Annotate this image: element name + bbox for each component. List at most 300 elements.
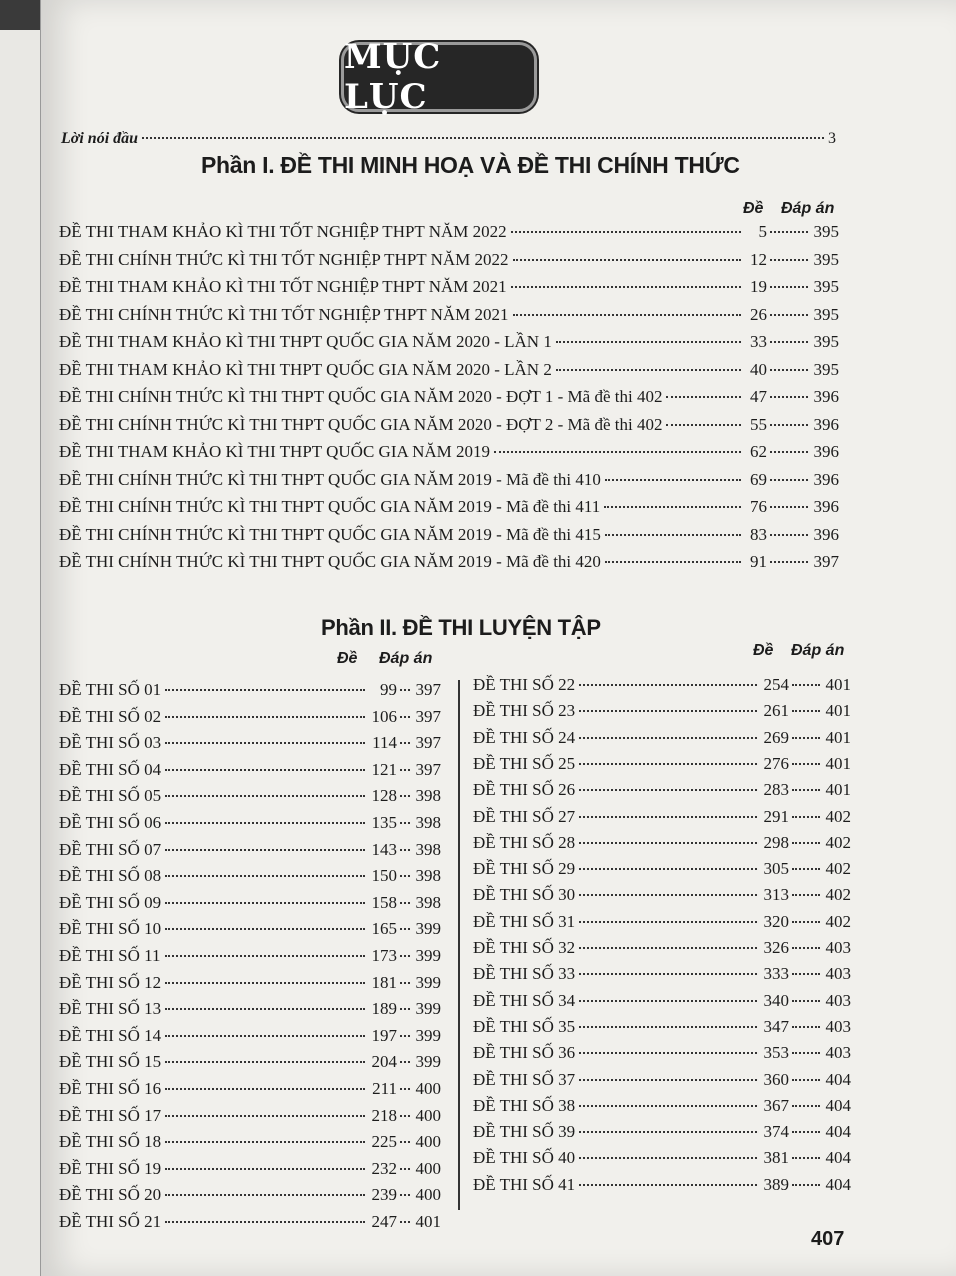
dot-leader	[792, 868, 820, 870]
dot-leader	[400, 955, 410, 957]
dot-leader	[666, 396, 741, 398]
toc-entry-page: 128	[371, 786, 397, 806]
toc-entry-title: ĐỀ THI THAM KHẢO KÌ THI THPT QUỐC GIA NĂM 2020 - LẦN 1	[59, 332, 552, 351]
toc-entry-title: ĐỀ THI SỐ 29	[473, 859, 576, 879]
dot-leader	[579, 947, 757, 949]
toc-row	[473, 807, 851, 827]
toc-entry-title: ĐỀ THI SỐ 41	[473, 1174, 576, 1194]
toc-entry-answer-page: 397	[415, 680, 441, 699]
toc-entry-answer-page: 395	[813, 304, 839, 324]
toc-entry-title: ĐỀ THI SỐ 14	[59, 1025, 162, 1045]
toc-entry-title: ĐỀ THI THAM KHẢO KÌ THI TỐT NGHIỆP THPT NĂM 2022	[59, 222, 507, 241]
toc-entry-title: ĐỀ THI CHÍNH THỨC KÌ THI THPT QUỐC GIA NĂM 2019 - Mã đề thi 411	[59, 497, 601, 516]
toc-entry-answer-page: 402	[825, 806, 851, 826]
column-divider	[458, 680, 460, 1210]
dot-leader	[770, 369, 808, 371]
toc-entry-answer-page: 404	[825, 1122, 851, 1142]
dot-leader	[605, 534, 741, 536]
toc-entry-page: 47	[750, 387, 767, 406]
dot-leader	[792, 710, 820, 712]
toc-entry-answer-page: 399	[415, 999, 441, 1019]
dot-leader	[770, 314, 808, 316]
dot-leader	[792, 1000, 820, 1002]
dot-leader	[165, 849, 365, 851]
dot-leader	[579, 868, 757, 870]
dot-leader	[792, 789, 820, 791]
toc-entry-page: 218	[371, 1105, 397, 1125]
toc-row	[59, 442, 839, 462]
dot-leader	[579, 710, 757, 712]
dot-leader	[400, 1115, 410, 1117]
toc-entry-page: 232	[371, 1158, 397, 1178]
toc-entry-answer-page: 401	[825, 780, 851, 800]
toc-entry-page: 353	[763, 1043, 789, 1063]
dot-leader	[556, 341, 741, 343]
toc-entry-page: 340	[763, 990, 789, 1010]
toc-entry-page: 204	[371, 1052, 397, 1072]
dot-leader	[165, 1008, 365, 1010]
toc-entry-page: 360	[763, 1069, 789, 1089]
toc-page	[40, 0, 956, 1276]
part2-heading: Phần II. ĐỀ THI LUYỆN TẬP	[321, 615, 601, 640]
toc-entry-answer-page: 400	[415, 1185, 441, 1205]
toc-entry-page: 320	[763, 911, 789, 931]
toc-entry-title: ĐỀ THI CHÍNH THỨC KÌ THI THPT QUỐC GIA NĂM 2019 - Mã đề thi 410	[59, 469, 601, 489]
toc-entry-answer-page: 401	[825, 701, 851, 721]
title-box	[341, 37, 537, 117]
toc-entry-title: ĐỀ THI SỐ 10	[59, 919, 162, 939]
toc-entry-answer-page: 397	[813, 552, 839, 571]
toc-row	[59, 786, 441, 806]
toc-row	[473, 1122, 851, 1142]
dot-leader	[666, 424, 741, 426]
toc-entry-page: 33	[750, 332, 767, 351]
toc-entry-page: 247	[371, 1212, 397, 1231]
toc-entry-title: ĐỀ THI SỐ 15	[59, 1052, 162, 1072]
toc-entry-title: ĐỀ THI SỐ 05	[59, 786, 162, 806]
dot-leader	[165, 795, 365, 797]
dot-leader	[165, 982, 365, 984]
dot-leader	[165, 1035, 365, 1037]
toc-entry-answer-page: 398	[415, 813, 441, 832]
dot-leader	[400, 769, 410, 771]
dot-leader	[770, 396, 808, 398]
toc-row	[59, 1052, 441, 1072]
toc-entry-page: 106	[371, 706, 397, 726]
dot-leader	[579, 973, 757, 975]
dot-leader	[556, 369, 741, 371]
toc-entry-title: ĐỀ THI CHÍNH THỨC KÌ THI TỐT NGHIỆP THPT NĂM 2021	[59, 304, 509, 324]
toc-entry-answer-page: 399	[415, 946, 441, 965]
dot-leader	[165, 1088, 365, 1090]
toc-entry-answer-page: 396	[813, 387, 839, 406]
dot-leader	[792, 737, 820, 739]
dot-leader	[400, 795, 410, 797]
dot-leader	[605, 479, 741, 481]
toc-row	[473, 833, 851, 853]
toc-entry-page: 83	[750, 524, 767, 544]
dot-leader	[165, 1221, 365, 1223]
dot-leader	[770, 231, 808, 233]
toc-entry-title: ĐỀ THI SỐ 22	[473, 675, 576, 694]
toc-entry-title: ĐỀ THI SỐ 12	[59, 972, 162, 992]
toc-entry-answer-page: 399	[415, 919, 441, 939]
dot-leader	[792, 816, 820, 818]
dot-leader	[400, 1141, 410, 1143]
toc-entry-answer-page: 395	[813, 249, 839, 269]
toc-entry-page: 381	[763, 1148, 789, 1168]
toc-row	[473, 780, 851, 800]
toc-entry-page: 283	[763, 780, 789, 800]
dot-leader	[400, 742, 410, 744]
part2-right-col-dapan: Đáp án	[791, 642, 845, 659]
toc-entry-title: ĐỀ THI SỐ 21	[59, 1212, 162, 1231]
toc-entry-page: 55	[750, 414, 767, 434]
toc-entry-title: ĐỀ THI SỐ 17	[59, 1105, 162, 1125]
dot-leader	[400, 1221, 410, 1223]
part2-right-col-de: Đề	[753, 642, 774, 659]
toc-row	[59, 497, 839, 517]
toc-row	[59, 360, 839, 380]
dot-leader	[513, 314, 741, 316]
dot-leader	[770, 259, 808, 261]
toc-entry-title: ĐỀ THI SỐ 24	[473, 727, 576, 747]
dot-leader	[165, 769, 365, 771]
toc-entry-title: ĐỀ THI SỐ 19	[59, 1158, 162, 1178]
toc-row	[59, 1106, 441, 1126]
toc-entry-title: ĐỀ THI THAM KHẢO KÌ THI TỐT NGHIỆP THPT NĂM 2021	[59, 277, 507, 296]
toc-entry-page: 276	[763, 753, 789, 773]
toc-row	[59, 733, 441, 753]
toc-entry-page: 12	[750, 249, 767, 269]
toc-entry-title: ĐỀ THI SỐ 07	[59, 839, 162, 859]
toc-entry-answer-page: 395	[813, 277, 839, 296]
toc-row	[59, 1212, 441, 1232]
toc-row	[59, 1159, 441, 1179]
toc-entry-title: ĐỀ THI SỐ 33	[473, 964, 576, 984]
page-number: 407	[811, 1228, 845, 1250]
dot-leader	[579, 684, 757, 686]
dot-leader	[400, 1008, 410, 1010]
toc-entry-page: 269	[763, 727, 789, 747]
toc-entry-page: 69	[750, 469, 767, 489]
dot-leader	[400, 716, 410, 718]
toc-entry-title: ĐỀ THI SỐ 25	[473, 753, 576, 773]
toc-entry-answer-page: 398	[415, 866, 441, 886]
dot-leader	[400, 902, 410, 904]
toc-entry-answer-page: 398	[415, 786, 441, 806]
toc-entry-answer-page: 403	[825, 1016, 851, 1036]
dot-leader	[792, 1131, 820, 1133]
dot-leader	[792, 763, 820, 765]
dot-leader	[165, 1141, 365, 1143]
toc-row	[473, 1043, 851, 1063]
dot-leader	[792, 973, 820, 975]
dot-leader	[579, 1157, 757, 1159]
dot-leader	[579, 842, 757, 844]
toc-entry-title: ĐỀ THI SỐ 04	[59, 759, 162, 779]
dot-leader	[165, 1168, 365, 1170]
toc-entry-answer-page: 396	[813, 414, 839, 434]
toc-entry-page: 239	[371, 1185, 397, 1205]
toc-entry-page: 165	[371, 919, 397, 939]
dot-leader	[770, 479, 808, 481]
dot-leader	[400, 849, 410, 851]
part2-left-col-dapan: Đáp án	[379, 650, 433, 667]
dot-leader	[770, 534, 808, 536]
toc-entry-answer-page: 399	[415, 1052, 441, 1072]
toc-entry-title: ĐỀ THI SỐ 13	[59, 999, 162, 1019]
toc-entry-page: 181	[371, 972, 397, 992]
toc-entry-answer-page: 399	[415, 972, 441, 992]
dot-leader	[579, 789, 757, 791]
toc-entry-answer-page: 403	[825, 938, 851, 957]
toc-entry-title: ĐỀ THI SỐ 34	[473, 990, 576, 1010]
toc-entry-answer-page: 396	[813, 524, 839, 544]
toc-entry-title: ĐỀ THI CHÍNH THỨC KÌ THI THPT QUỐC GIA NĂM 2020 - ĐỢT 1 - Mã đề thi 402	[59, 387, 663, 406]
dot-leader	[165, 928, 365, 930]
toc-row	[473, 675, 851, 695]
dot-leader	[165, 716, 365, 718]
toc-entry-page: 305	[763, 859, 789, 879]
toc-row	[59, 946, 441, 966]
toc-entry-title: ĐỀ THI SỐ 39	[473, 1122, 576, 1142]
toc-entry-title: ĐỀ THI SỐ 01	[59, 680, 162, 699]
toc-entry-title: ĐỀ THI THAM KHẢO KÌ THI THPT QUỐC GIA NĂM 2019	[59, 442, 490, 461]
toc-row	[59, 277, 839, 297]
toc-entry-answer-page: 401	[415, 1212, 441, 1231]
dot-leader	[579, 737, 757, 739]
dot-leader	[770, 506, 808, 508]
toc-entry-answer-page: 399	[415, 1025, 441, 1045]
dot-leader	[579, 1131, 757, 1133]
toc-entry-page: 26	[750, 304, 767, 324]
toc-entry-title: ĐỀ THI SỐ 32	[473, 938, 576, 957]
toc-entry-page: 189	[371, 999, 397, 1019]
page-title: MỤC LỤC	[344, 37, 442, 117]
toc-entry-page: 99	[380, 680, 397, 699]
toc-entry-page: 333	[763, 964, 789, 984]
toc-entry-answer-page: 401	[825, 675, 851, 694]
toc-row	[473, 1017, 851, 1037]
dot-leader	[770, 561, 808, 563]
toc-row	[59, 387, 839, 407]
toc-row	[473, 938, 851, 958]
dot-leader	[579, 1105, 757, 1107]
toc-row	[59, 415, 839, 435]
dot-leader	[165, 742, 365, 744]
toc-row	[59, 470, 839, 490]
toc-entry-page: 389	[763, 1174, 789, 1194]
dot-leader	[165, 689, 365, 691]
toc-entry-page: 261	[763, 701, 789, 721]
toc-row	[59, 1026, 441, 1046]
toc-entry-page: 114	[372, 733, 397, 753]
toc-entry-title: ĐỀ THI CHÍNH THỨC KÌ THI THPT QUỐC GIA NĂM 2019 - Mã đề thi 415	[59, 524, 601, 544]
toc-entry-answer-page: 398	[415, 892, 441, 912]
toc-row	[59, 973, 441, 993]
toc-row	[473, 701, 851, 721]
toc-entry-answer-page: 400	[415, 1158, 441, 1178]
toc-entry-answer-page: 403	[825, 990, 851, 1010]
dot-leader	[400, 1035, 410, 1037]
toc-entry-title: ĐỀ THI SỐ 27	[473, 806, 576, 826]
toc-entry-page: 5	[758, 222, 767, 241]
toc-row	[59, 1185, 441, 1205]
toc-row	[59, 1132, 441, 1152]
toc-entry-page: 374	[763, 1122, 789, 1142]
toc-row	[59, 305, 839, 325]
dot-leader	[792, 921, 820, 923]
toc-row	[473, 728, 851, 748]
dot-leader	[792, 894, 820, 896]
dot-leader	[400, 1088, 410, 1090]
dot-leader	[792, 1079, 820, 1081]
dot-leader	[579, 921, 757, 923]
part1-heading: Phần I. ĐỀ THI MINH HOẠ VÀ ĐỀ THI CHÍNH THỨC	[201, 152, 740, 178]
dot-leader	[165, 902, 365, 904]
dot-leader	[792, 1157, 820, 1159]
toc-entry-title: ĐỀ THI THAM KHẢO KÌ THI THPT QUỐC GIA NĂM 2020 - LẦN 2	[59, 359, 552, 379]
toc-entry-title: ĐỀ THI SỐ 03	[59, 733, 162, 753]
dot-leader	[400, 689, 410, 691]
dot-leader	[792, 1184, 820, 1186]
toc-entry-page: 76	[750, 497, 767, 516]
toc-entry-page: 254	[763, 675, 789, 694]
toc-entry-page: 143	[371, 839, 397, 859]
toc-entry-title: ĐỀ THI SỐ 11	[59, 946, 161, 965]
toc-entry-title: ĐỀ THI SỐ 40	[473, 1148, 576, 1168]
toc-row	[59, 919, 441, 939]
toc-entry-answer-page: 395	[813, 332, 839, 351]
dot-leader	[400, 1194, 410, 1196]
toc-entry-title: ĐỀ THI SỐ 06	[59, 813, 162, 832]
dot-leader	[579, 1079, 757, 1081]
toc-row	[59, 999, 441, 1019]
toc-entry-title: ĐỀ THI CHÍNH THỨC KÌ THI TỐT NGHIỆP THPT NĂM 2022	[59, 249, 509, 269]
dot-leader	[400, 1061, 410, 1063]
toc-entry-answer-page: 396	[813, 497, 839, 516]
dot-leader	[770, 424, 808, 426]
dot-leader	[579, 1000, 757, 1002]
toc-entry-page: 291	[763, 806, 789, 826]
toc-entry-answer-page: 396	[813, 442, 839, 461]
toc-entry-page: 326	[763, 938, 789, 957]
dot-leader	[792, 1052, 820, 1054]
toc-row	[59, 222, 839, 242]
toc-entry-page: 150	[371, 866, 397, 886]
toc-entry-answer-page: 402	[825, 859, 851, 879]
toc-entry-answer-page: 402	[825, 911, 851, 931]
dot-leader	[579, 1026, 757, 1028]
toc-entry-title: ĐỀ THI SỐ 18	[59, 1132, 162, 1152]
dot-leader	[494, 451, 741, 453]
toc-entry-answer-page: 402	[825, 832, 851, 852]
toc-entry-title: ĐỀ THI SỐ 36	[473, 1043, 576, 1063]
dot-leader	[400, 1168, 410, 1170]
toc-entry-title: ĐỀ THI SỐ 30	[473, 885, 576, 905]
toc-entry-answer-page: 396	[813, 469, 839, 489]
toc-entry-page: 40	[750, 359, 767, 379]
toc-entry-title: ĐỀ THI CHÍNH THỨC KÌ THI THPT QUỐC GIA NĂM 2020 - ĐỢT 2 - Mã đề thi 402	[59, 414, 663, 434]
toc-row	[59, 707, 441, 727]
toc-row	[473, 991, 851, 1011]
toc-entry-answer-page: 403	[825, 964, 851, 984]
toc-row	[59, 813, 441, 833]
toc-row	[59, 250, 839, 270]
toc-row	[59, 760, 441, 780]
toc-row	[473, 964, 851, 984]
toc-entry-page: 298	[763, 832, 789, 852]
toc-entry-page: 19	[750, 277, 767, 296]
toc-entry-title: ĐỀ THI SỐ 31	[473, 911, 576, 931]
toc-entry-answer-page: 404	[825, 1095, 851, 1115]
dot-leader	[792, 842, 820, 844]
dot-leader	[579, 763, 757, 765]
toc-row	[473, 1148, 851, 1168]
intro-row	[61, 130, 836, 148]
toc-entry-answer-page: 403	[825, 1043, 851, 1063]
toc-entry-title: ĐỀ THI SỐ 38	[473, 1095, 576, 1115]
toc-row	[59, 866, 441, 886]
toc-row	[473, 859, 851, 879]
toc-entry-answer-page: 404	[825, 1174, 851, 1194]
toc-entry-page: 367	[763, 1095, 789, 1115]
toc-entry-page: 347	[763, 1016, 789, 1036]
dot-leader	[792, 1105, 820, 1107]
toc-row	[59, 552, 839, 572]
toc-row	[59, 840, 441, 860]
dot-leader	[165, 822, 365, 824]
dot-leader	[792, 684, 820, 686]
toc-entry-answer-page: 404	[825, 1148, 851, 1168]
toc-entry-title: ĐỀ THI SỐ 35	[473, 1016, 576, 1036]
toc-entry-title: ĐỀ THI SỐ 28	[473, 832, 576, 852]
dot-leader	[579, 816, 757, 818]
toc-entry-page: 197	[371, 1025, 397, 1045]
toc-row	[473, 754, 851, 774]
dot-leader	[513, 259, 741, 261]
toc-row	[473, 1096, 851, 1116]
dot-leader	[605, 561, 741, 563]
dot-leader	[400, 982, 410, 984]
toc-entry-title: ĐỀ THI SỐ 16	[59, 1079, 162, 1098]
toc-entry-answer-page: 397	[415, 706, 441, 726]
dot-leader	[770, 451, 808, 453]
toc-entry-answer-page: 395	[813, 222, 839, 241]
toc-row	[59, 332, 839, 352]
toc-entry-title: ĐỀ THI SỐ 20	[59, 1185, 162, 1205]
toc-entry-title: ĐỀ THI SỐ 26	[473, 780, 576, 800]
dot-leader	[165, 1194, 365, 1196]
toc-entry-answer-page: 401	[825, 727, 851, 747]
toc-row	[59, 525, 839, 545]
toc-entry-answer-page: 395	[813, 359, 839, 379]
toc-row	[473, 912, 851, 932]
dot-leader	[770, 286, 808, 288]
dot-leader	[165, 1061, 365, 1063]
dot-leader	[400, 928, 410, 930]
toc-entry-page: 173	[371, 946, 397, 965]
dot-leader	[770, 341, 808, 343]
toc-entry-answer-page: 400	[415, 1132, 441, 1152]
dot-leader	[579, 1184, 757, 1186]
dot-leader	[792, 1026, 820, 1028]
toc-entry-title: ĐỀ THI SỐ 23	[473, 701, 576, 721]
toc-entry-answer-page: 397	[415, 733, 441, 753]
toc-entry-page: 135	[371, 813, 397, 832]
toc-entry-page: 313	[763, 885, 789, 905]
